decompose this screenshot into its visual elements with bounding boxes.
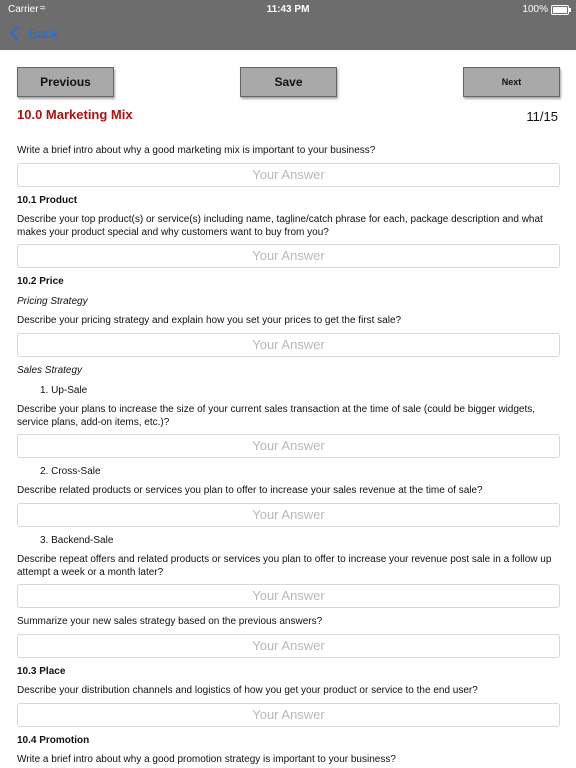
heading-promotion: 10.4 Promotion	[17, 735, 90, 746]
answer-field-place[interactable]: Your Answer	[17, 703, 560, 727]
label-sales-strategy: Sales Strategy	[17, 365, 83, 376]
question-intro: Write a brief intro about why a good marketing mix is important to your business?	[17, 145, 376, 156]
heading-price: 10.2 Price	[17, 276, 64, 287]
battery-percent: 100%	[522, 4, 548, 15]
previous-button[interactable]: Previous	[17, 67, 114, 97]
question-promotion: Write a brief intro about why a good promotion strategy is important to your business?	[17, 754, 396, 765]
answer-field-summarize[interactable]: Your Answer	[17, 634, 560, 658]
label-upsale: 1. Up-Sale	[40, 385, 88, 396]
question-pricing: Describe your pricing strategy and explain how you set your prices to get the first sale?	[17, 315, 402, 326]
status-bar	[0, 0, 576, 20]
back-label: Back	[29, 26, 58, 41]
next-button[interactable]: Next	[463, 67, 560, 97]
carrier-label: Carrier	[8, 4, 39, 15]
answer-field-intro[interactable]: Your Answer	[17, 163, 560, 187]
question-place: Describe your distribution channels and logistics of how you get your product or service to the end user?	[17, 685, 478, 696]
answer-field-backend-sale[interactable]: Your Answer	[17, 584, 560, 608]
question-backend-sale: Describe repeat offers and related products or services you plan to offer to increase your revenue post sale in a follow up attempt a week or a month later?	[17, 554, 552, 578]
save-button[interactable]: Save	[240, 67, 337, 97]
question-product: Describe your top product(s) or service(s) including name, tagline/catch phrase for each, package description and what makes your product special and why customers want to buy from you?	[17, 214, 543, 238]
heading-product: 10.1 Product	[17, 195, 78, 206]
answer-field-product[interactable]: Your Answer	[17, 244, 560, 268]
answer-field-pricing[interactable]: Your Answer	[17, 333, 560, 357]
question-crosssale: Describe related products or services you plan to offer to increase your sales revenue at the time of sale?	[17, 485, 483, 496]
label-backend-sale: 3. Backend-Sale	[40, 535, 114, 546]
nav-bar	[0, 20, 576, 50]
page-counter: 11/15	[526, 109, 558, 124]
battery-icon	[551, 5, 569, 15]
label-pricing-strategy: Pricing Strategy	[17, 296, 88, 307]
question-upsale: Describe your plans to increase the size of your current sales transaction at the time of sale (could be bigger widgets, service plans, add-on items, etc.)?	[17, 404, 536, 428]
section-title: 10.0 Marketing Mix	[17, 107, 133, 122]
answer-field-crosssale[interactable]: Your Answer	[17, 503, 560, 527]
status-time: 11:43 PM	[266, 4, 310, 15]
heading-place: 10.3 Place	[17, 666, 66, 677]
label-crosssale: 2. Cross-Sale	[40, 466, 101, 477]
form-content	[0, 50, 576, 768]
back-button[interactable]	[8, 26, 58, 41]
answer-field-upsale[interactable]: Your Answer	[17, 434, 560, 458]
wifi-icon: ≈	[40, 3, 46, 14]
chevron-left-icon	[10, 26, 26, 42]
question-summarize: Summarize your new sales strategy based on the previous answers?	[17, 616, 323, 627]
